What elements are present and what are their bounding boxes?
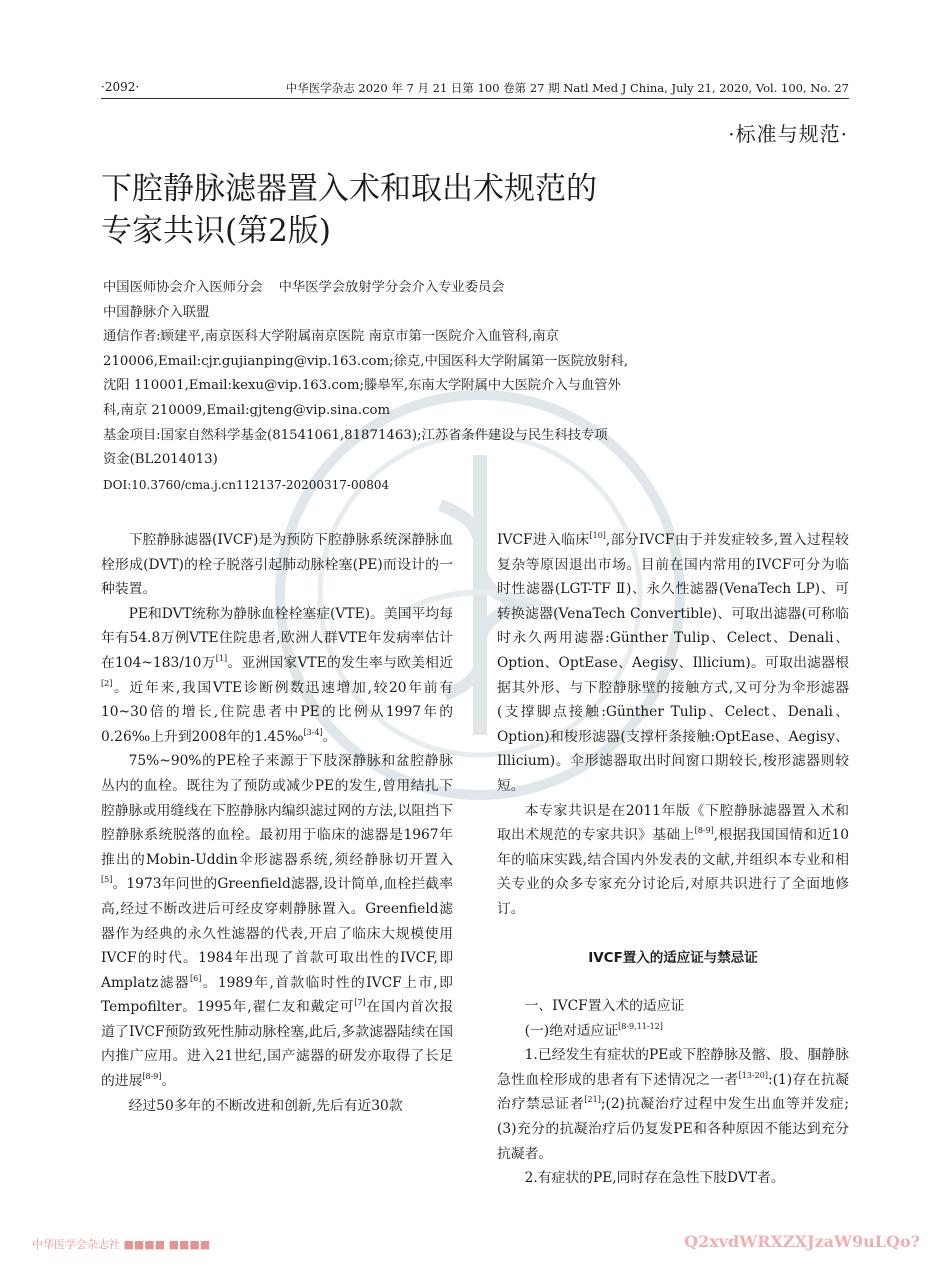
citation: [10] [589, 531, 606, 540]
front-matter [103, 276, 703, 497]
list-item: 1.已经发生有症状的PE或下腔静脉及髂、股、腘静脉急性血栓形成的患者有下述情况之一者[13-20]:(1)存在抗凝治疗禁忌证者[21];(2)抗凝治疗过程中发生出血等并发症;(3)充分的抗凝治疗后仍复发PE和各种原因不能达到充分抗凝者。 [497, 1047, 849, 1162]
organization: 中国静脉介入联盟 [103, 304, 210, 320]
corresponding-author-line: 科,南京 210009,Email:gjteng@vip.sina.com [103, 402, 391, 418]
citation: [2] [101, 678, 113, 688]
header-rule [101, 98, 849, 99]
article-title-line-2: 专家共识(第2版) [101, 213, 331, 249]
paragraph: IVCF进入临床[10],部分IVCF由于并发症较多,置入过程较复杂等原因退出市场。目前在国内常用的IVCF可分为临时性滤器(LGT-TF Ⅱ)、永久性滤器(VenaTech LP)、可转换滤器(VenaTech Convertible)、可取出滤器(可称临时永久两用滤器:Günther Tulip、Celect、Denali、Option、OptEase、Aegisy、Illicium)。可取出滤器根据其外形、与下腔静脉壁的接触方式,又可分为伞形滤器(支撑脚点接触:Günther Tulip、Celect、Denali、Option)和梭形滤器(支撑杆条接触:OptEase、Aegisy、Illicium)。伞形滤器取出时间窗口期较长,梭形滤器则较短。 [497, 531, 849, 794]
list-item: 2.有症状的PE,同时存在急性下肢DVT者。 [524, 1170, 785, 1187]
funding-line: 资金(BL2014013) [103, 452, 218, 468]
funding-line: 基金项目:国家自然科学基金(81541061,81871463);江苏省条件建设与民生科技专项 [103, 427, 608, 443]
corresponding-author-line: 210006,Email:cjr.gujianping@vip.163.com;徐克,中国医科大学附属第一医院放射科, [103, 353, 629, 369]
publisher-logo: 中华医学会杂志社 ■■■■ ■■■■ [32, 1238, 211, 1251]
page-number: ·2092· [101, 80, 140, 94]
section-heading: IVCF置入的适应证与禁忌证 [588, 949, 758, 966]
citation: [3-4] [303, 727, 323, 737]
corresponding-author-line: 通信作者:顾建平,南京医科大学附属南京医院 南京市第一医院介入血管科,南京 [103, 329, 559, 345]
citation: [8-9,11-12] [618, 1021, 663, 1031]
citation: [8-9] [694, 826, 714, 836]
citation: [7] [354, 998, 366, 1008]
corresponding-author-line: 沈阳 110001,Email:kexu@vip.163.com;滕皋军,东南大学附属中大医院介入与血管外 [103, 378, 621, 394]
paragraph: 经过50多年的不断改进和创新,先后有近30款 [128, 1097, 403, 1114]
citation: [21] [584, 1095, 601, 1105]
citation: [1] [215, 653, 228, 663]
citation: [13-20] [738, 1070, 768, 1080]
article-title [101, 168, 597, 252]
paragraph: 本专家共识是在2011年版《下腔静脉滤器置入术和取出术规范的专家共识》基础上[8-9],根据我国国情和近10年的临床实践,结合国内外发表的文献,并组织本专业和相关专业的众多专家充分讨论后,对原共识进行了全面地修订。 [497, 802, 849, 917]
doi: DOI:10.3760/cma.j.cn112137-20200317-00804 [103, 477, 390, 492]
paragraph: 下腔静脉滤器(IVCF)是为预防下腔静脉系统深静脉血栓形成(DVT)的栓子脱落引起肺动脉栓塞(PE)而设计的一种装置。 [101, 532, 453, 598]
subsection-heading: (一)绝对适应证[8-9,11-12] [524, 1021, 663, 1039]
organization: 中国医师协会介入医师分会 [103, 280, 263, 295]
section-tag: ·标准与规范· [728, 122, 848, 146]
paragraph: PE和DVT统称为静脉血栓栓塞症(VTE)。美国平均每年有54.8万例VTE住院患者,欧洲人群VTE年发病率估计在104~183/10万[1]。亚洲国家VTE的发生率与欧美相近[2]。近年来,我国VTE诊断例数迅速增加,较20年前有10~30倍的增长,住院患者中PE的比例从1997年的0.26‰上升到2008年的1.45‰[3-4]。 [101, 605, 453, 745]
body-left-column [101, 528, 453, 1118]
body-right-column [497, 528, 849, 1191]
citation: [8-9] [142, 1072, 162, 1082]
paragraph: 75%~90%的PE栓子来源于下肢深静脉和盆腔静脉丛内的血栓。既往为了预防或减少PE的发生,曾用结扎下腔静脉或用缝线在下腔静脉内编织滤过网的方法,以阻挡下腔静脉系统脱落的血栓。最初用于临床的滤器是1967年推出的Mobin-Uddin伞形滤器系统,须经静脉切开置入[5]。1973年问世的Greenfield滤器,设计简单,血栓拦截率高,经过不断改进后可经皮穿刺静脉置入。Greenfield滤器作为经典的永久性滤器的代表,开启了临床大规模使用IVCF的时代。1984年出现了首款可取出性的IVCF,即Amplatz滤器[6]。1989年,首款临时性的IVCF上市,即Tempofilter。1995年,翟仁友和戴定可[7]在国内首次报道了IVCF预防致死性肺动脉栓塞,此后,多款滤器陆续在国内推广应用。进入21世纪,国产滤器的研发亦取得了长足的进展[8-9]。 [101, 753, 454, 1090]
author-organizations [103, 276, 703, 301]
organization: 中华医学会放射学分会介入专业委员会 [278, 280, 505, 295]
subsection-heading: 一、IVCF置入术的适应证 [524, 998, 685, 1015]
citation: [6] [190, 973, 202, 983]
watermark-code: Q2xvdWRXZXJzaW9uLQo? [684, 1232, 920, 1251]
article-title-line-1: 下腔静脉滤器置入术和取出术规范的 [101, 171, 597, 207]
running-head: 中华医学杂志 2020 年 7 月 21 日第 100 卷第 27 期 Natl Med J China, July 21, 2020, Vol. 100, No. 27 [285, 81, 849, 95]
citation: [5] [101, 875, 113, 885]
